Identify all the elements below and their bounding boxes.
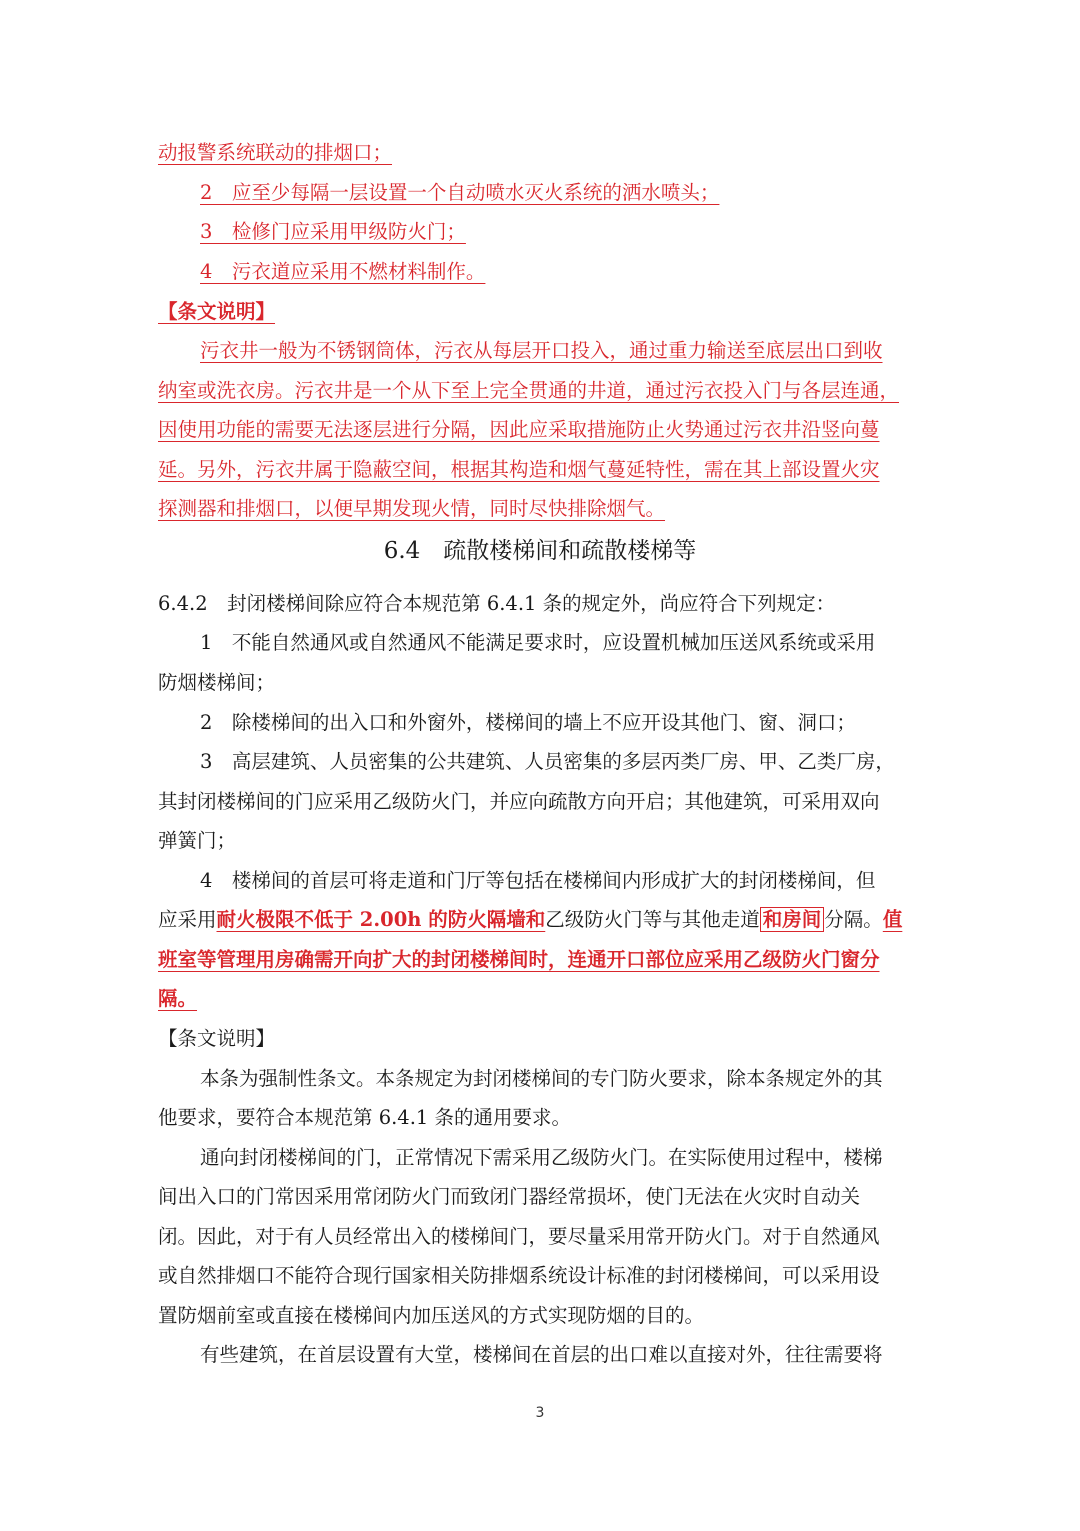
explanation-line: 或自然排烟口不能符合现行国家相关防排烟系统设计标准的封闭楼梯间，可以采用设: [158, 1264, 880, 1287]
revision-explain-label: 【条文说明】: [158, 300, 276, 323]
explanation-line: 他要求，要符合本规范第 6.4.1 条的通用要求。: [158, 1106, 572, 1129]
revision-item-2: 2 应至少每隔一层设置一个自动喷水灭火系统的洒水喷头；: [200, 181, 720, 204]
revised-text: 值: [882, 908, 903, 931]
section-number: 6.4: [383, 538, 421, 564]
explanation-label: 【条文说明】: [158, 1027, 276, 1050]
explanation-line: 间出入口的门常因采用常闭防火门而致闭门器经常损坏，使门无法在火灾时自动关: [158, 1185, 861, 1208]
clause-item-3-cont: 弹簧门；: [158, 829, 237, 852]
section-title: 疏散楼梯间和疏散楼梯等: [443, 538, 697, 564]
clause-item-2: 2 除楼梯间的出入口和外窗外，楼梯间的墙上不应开设其他门、窗、洞口；: [200, 711, 856, 734]
clause-text: 乙级防火门等与其他走道: [545, 908, 760, 931]
clause-text: 分隔。: [824, 908, 883, 931]
revision-explain-line: 因使用功能的需要无法逐层进行分隔，因此应采取措施防止火势通过污衣井沿竖向蔓: [158, 418, 880, 441]
revised-text: 耐火极限不低于 2.00h 的防火隔墙和: [216, 908, 546, 931]
revision-item-4: 4 污衣道应采用不燃材料制作。: [200, 260, 486, 283]
clause-item-3: 3 高层建筑、人员密集的公共建筑、人员密集的多层丙类厂房、甲、乙类厂房，: [200, 750, 895, 773]
revision-explain-line: 探测器和排烟口，以便早期发现火情，同时尽快排除烟气。: [158, 497, 666, 520]
explanation-line: 本条为强制性条文。本条规定为封闭楼梯间的专门防火要求，除本条规定外的其: [200, 1067, 883, 1090]
revision-explain-line: 纳室或洗衣房。污衣井是一个从下至上完全贯通的井道，通过污衣投入门与各层连通，: [158, 379, 900, 402]
clause-item-3-cont: 其封闭楼梯间的门应采用乙级防火门，并应向疏散方向开启；其他建筑，可采用双向: [158, 790, 880, 813]
revision-explain-line: 污衣井一般为不锈钢筒体，污衣从每层开口投入，通过重力输送至底层出口到收: [200, 339, 883, 362]
clause-item-1-cont: 防烟楼梯间；: [158, 671, 276, 694]
clause-item-4: 4 楼梯间的首层可将走道和门厅等包括在楼梯间内形成扩大的封闭楼梯间，但: [200, 869, 876, 892]
clause-item-1: 1 不能自然通风或自然通风不能满足要求时，应设置机械加压送风系统或采用: [200, 631, 876, 654]
explanation-line: 置防烟前室或直接在楼梯间内加压送风的方式实现防烟的目的。: [158, 1304, 705, 1327]
section-heading: [0, 536, 1080, 566]
revision-item-3: 3 检修门应采用甲级防火门；: [200, 220, 466, 243]
revised-boxed-text: 和房间: [760, 907, 825, 932]
revised-text: 班室等管理用房确需开向扩大的封闭楼梯间时，连通开口部位应采用乙级防火门窗分: [158, 948, 880, 971]
clause-item-4-cont: [158, 906, 902, 934]
explanation-line: 有些建筑，在首层设置有大堂，楼梯间在首层的出口难以直接对外，往往需要将: [200, 1343, 883, 1366]
clause-lead: 6.4.2 封闭楼梯间除应符合本规范第 6.4.1 条的规定外，尚应符合下列规定：: [158, 592, 836, 615]
explanation-line: 通向封闭楼梯间的门，正常情况下需采用乙级防火门。在实际使用过程中，楼梯: [200, 1146, 883, 1169]
revised-text: 隔。: [158, 987, 198, 1010]
explanation-line: 闭。因此，对于有人员经常出入的楼梯间门，要尽量采用常开防火门。对于自然通风: [158, 1225, 880, 1248]
revision-continued-line: 动报警系统联动的排烟口；: [158, 141, 393, 164]
revision-explain-line: 延。另外，污衣井属于隐蔽空间，根据其构造和烟气蔓延特性，需在其上部设置火灾: [158, 458, 880, 481]
page-number: 3: [535, 1405, 545, 1421]
clause-text: 应采用: [158, 908, 217, 931]
